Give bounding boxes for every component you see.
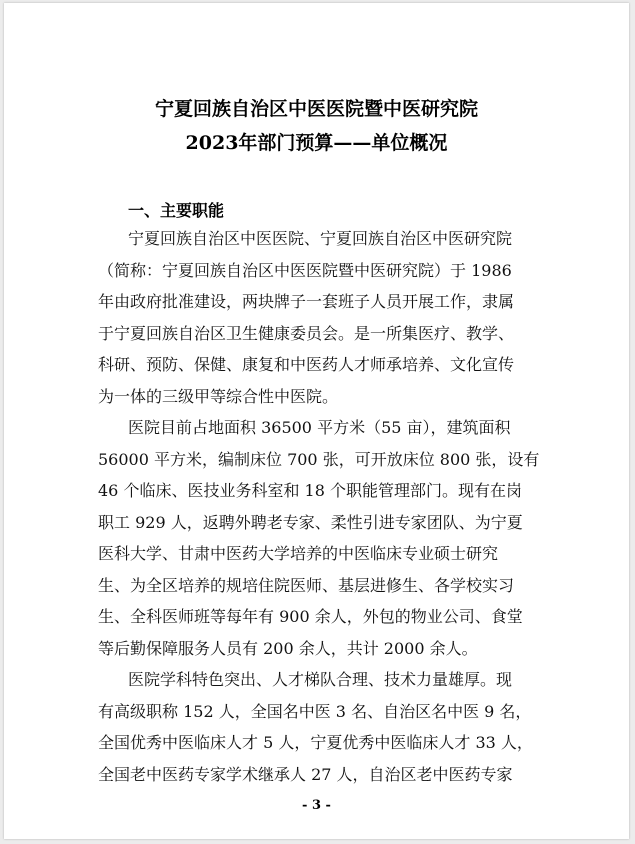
text-line: 为一体的三级甲等综合性中医院。 (98, 387, 339, 406)
title-line-1: 宁夏回族自治区中医医院暨中医研究院 (154, 98, 478, 120)
text-line: （简称：宁夏回族自治区中医医院暨中医研究院）于 1986 (98, 261, 512, 280)
text-line: 宁夏回族自治区中医医院、宁夏回族自治区中医研究院 (128, 229, 513, 248)
text-line: 年由政府批准建设，两块牌子一套班子人员开展工作，隶属 (98, 292, 515, 311)
text-line: 医科大学、甘肃中医药大学培养的中医临床专业硕士研究 (98, 544, 499, 563)
page-number: - 3 - (302, 798, 331, 813)
title-line-2: 2023年部门预算——单位概况 (185, 132, 448, 154)
document-page (4, 3, 629, 839)
text-line: 医院目前占地面积 36500 平方米（55 亩），建筑面积 (128, 418, 511, 437)
text-line: 于宁夏回族自治区卫生健康委员会。是一所集医疗、教学、 (98, 324, 515, 343)
text-line: 有高级职称 152 人，全国名中医 3 名、自治区名中医 9 名， (98, 702, 532, 721)
text-line: 职工 929 人，返聘外聘老专家、柔性引进专家团队、为宁夏 (98, 513, 523, 532)
text-line: 46 个临床、医技业务科室和 18 个职能管理部门。现有在岗 (98, 481, 522, 500)
text-line: 生、为全区培养的规培住院医师、基层进修生、各学校实习 (98, 576, 515, 595)
text-line: 等后勤保障服务人员有 200 余人，共计 2000 余人。 (98, 639, 478, 658)
text-line: 医院学科特色突出、人才梯队合理、技术力量雄厚。现 (128, 670, 513, 689)
text-line: 科研、预防、保健、康复和中医药人才师承培养、文化宣传 (98, 355, 515, 374)
section-heading: 一、主要职能 (128, 201, 225, 220)
text-line: 生、全科医师班等每年有 900 余人，外包的物业公司、食堂 (98, 607, 523, 626)
text-line: 全国老中医药专家学术继承人 27 人，自治区老中医药专家 (98, 765, 513, 784)
text-line: 56000 平方米，编制床位 700 张，可开放床位 800 张，设有 (98, 450, 540, 469)
text-line: 全国优秀中医临床人才 5 人，宁夏优秀中医临床人才 33 人， (98, 733, 533, 752)
